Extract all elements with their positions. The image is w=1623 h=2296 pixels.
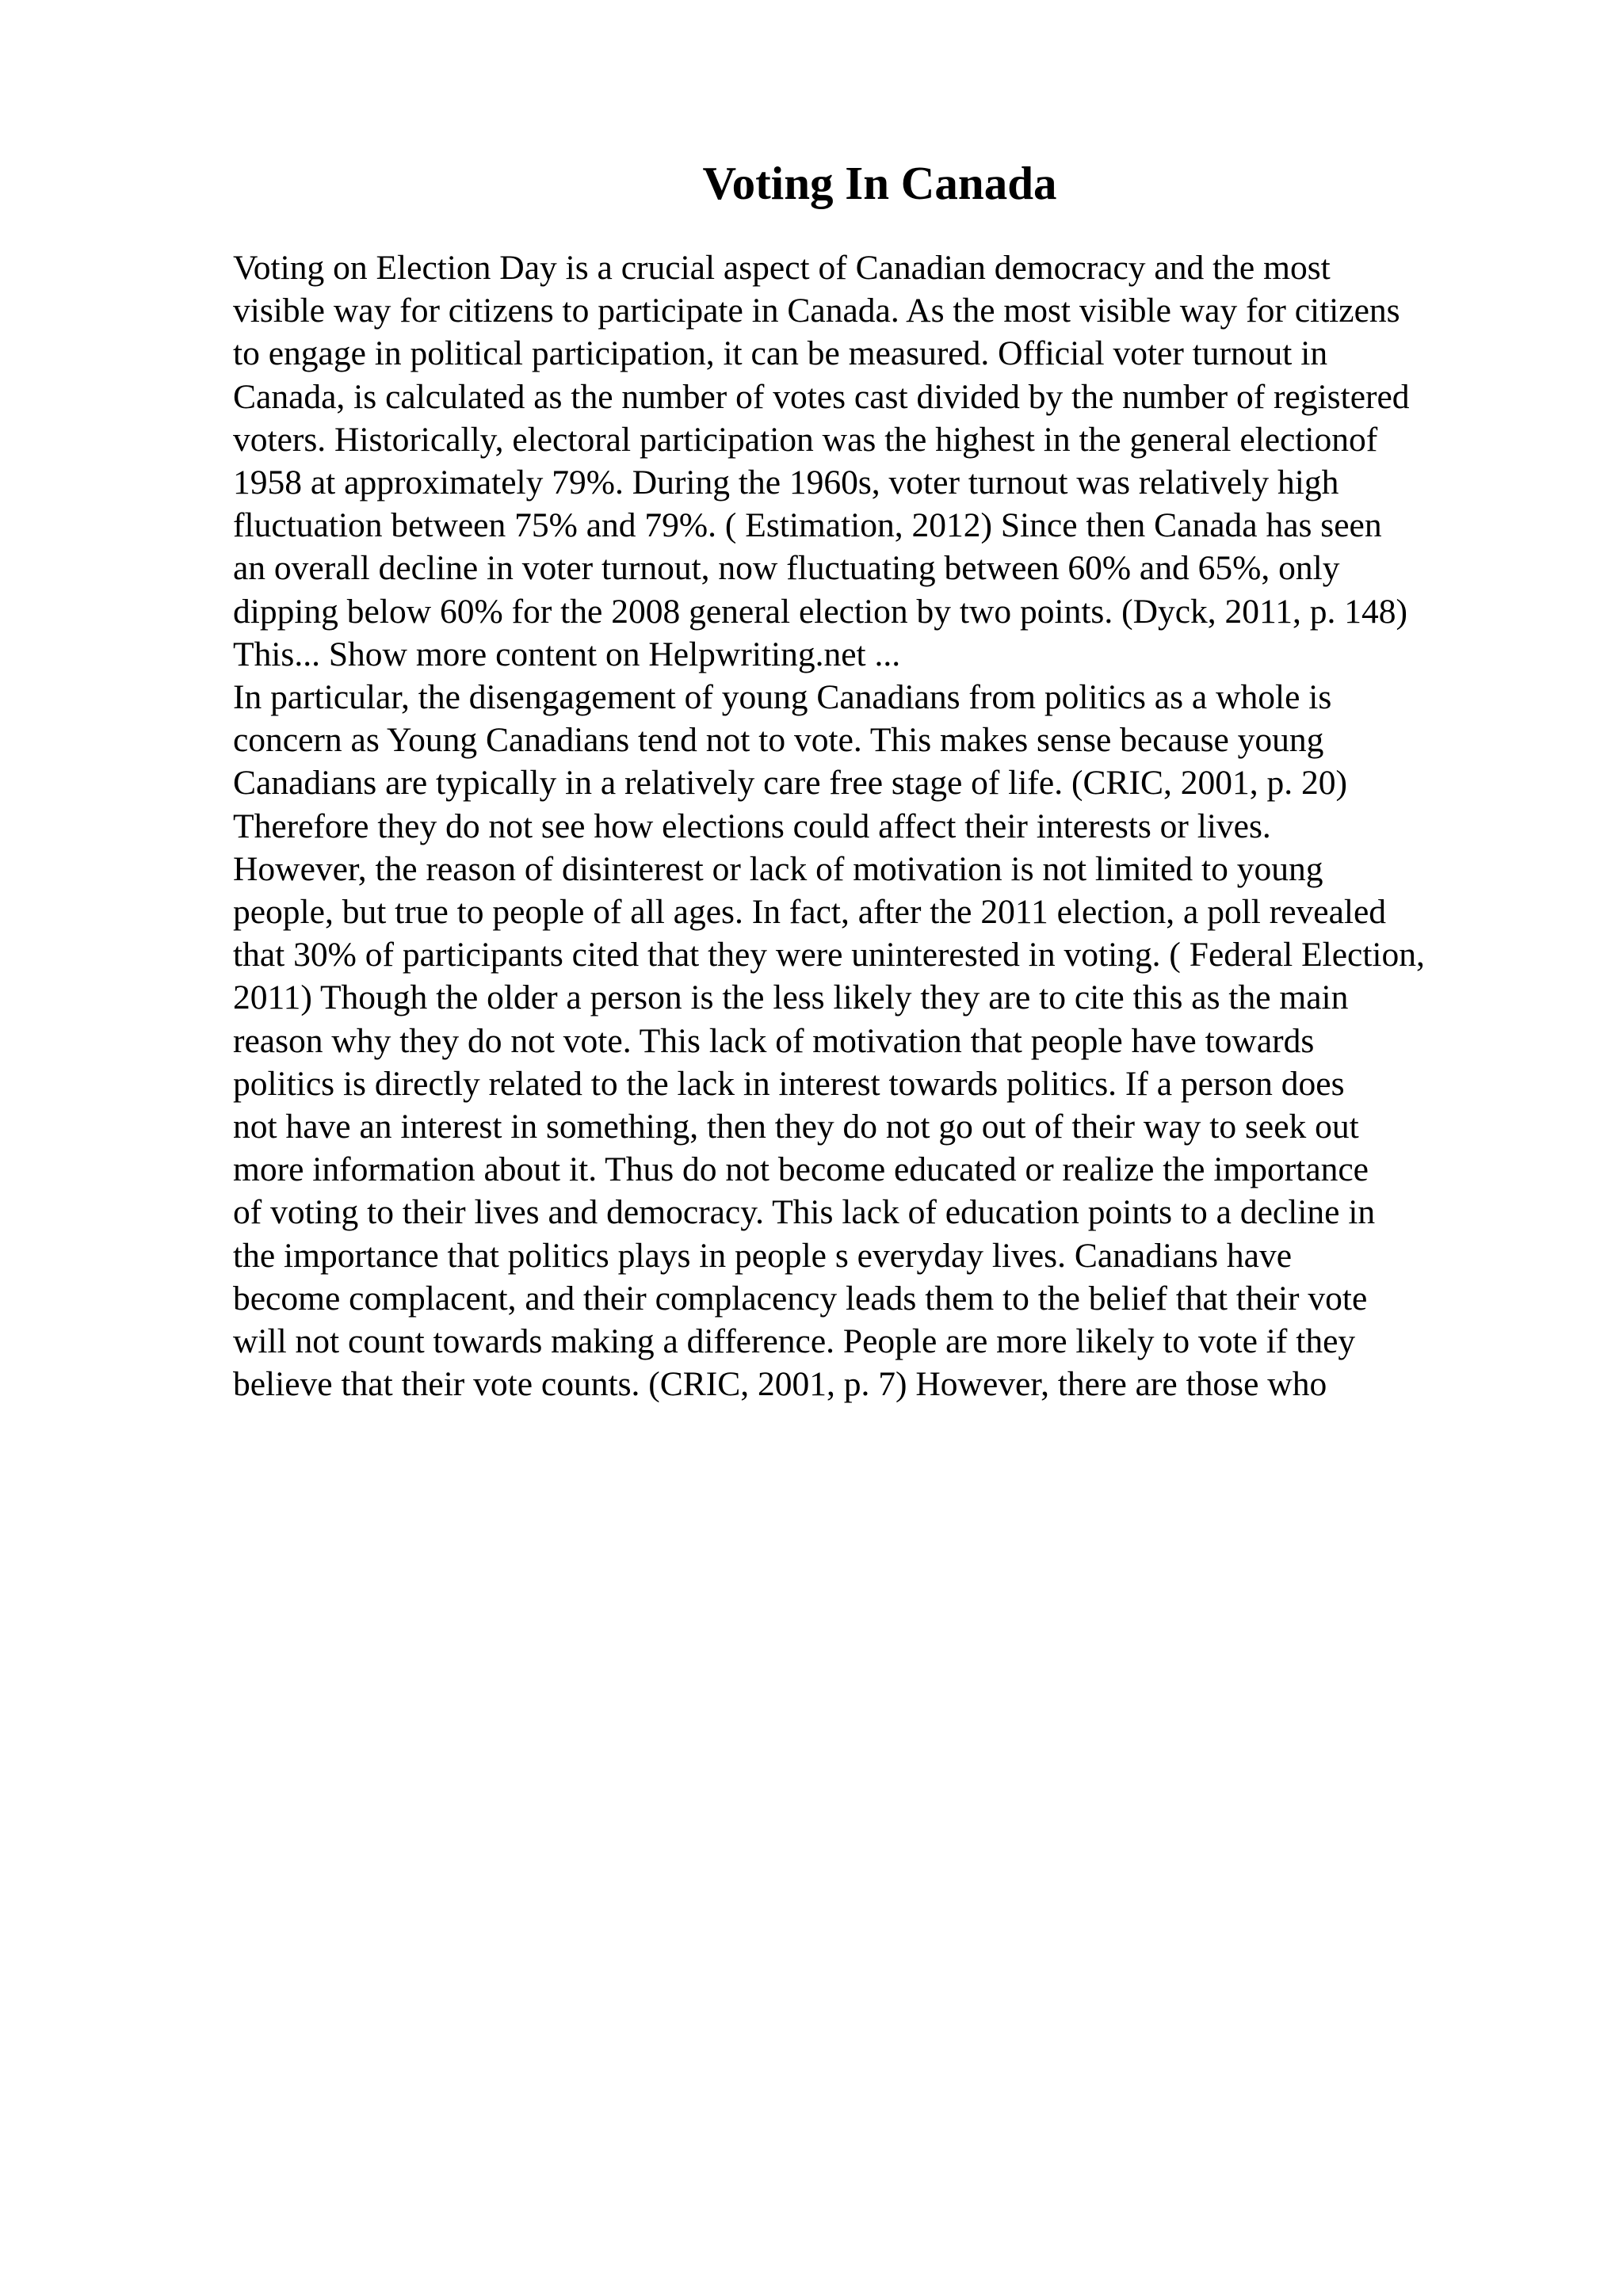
show-more-line: This... Show more content on Helpwriting.net ... — [233, 635, 901, 673]
body-line: the importance that politics plays in people s everyday lives. Canadians have — [233, 1236, 1293, 1275]
body-line: voters. Historically, electoral participation was the highest in the general electionof — [233, 420, 1378, 459]
body-line: 2011) Though the older a person is the less likely they are to cite this as the main — [233, 978, 1349, 1017]
body-line: Therefore they do not see how elections could affect their interests or lives. — [233, 807, 1271, 845]
body-line: to engage in political participation, it can be measured. Official voter turnout in — [233, 334, 1328, 373]
body-line: reason why they do not vote. This lack of motivation that people have towards — [233, 1021, 1315, 1060]
body-line: believe that their vote counts. (CRIC, 2001, p. 7) However, there are those who — [233, 1365, 1327, 1404]
body-line: In particular, the disengagement of young Canadians from politics as a whole is — [233, 678, 1332, 717]
body-line: Voting on Election Day is a crucial aspect of Canadian democracy and the most — [233, 249, 1331, 287]
body-line: Canada, is calculated as the number of votes cast divided by the number of registered — [233, 377, 1410, 416]
body-line: not have an interest in something, then they do not go out of their way to seek out — [233, 1108, 1359, 1146]
body-line: Canadians are typically in a relatively care free stage of life. (CRIC, 2001, p. 20) — [233, 764, 1347, 803]
body-line: 1958 at approximately 79%. During the 1960s, voter turnout was relatively high — [233, 463, 1339, 502]
document-title: Voting In Canada — [702, 157, 1057, 209]
body-line: politics is directly related to the lack in interest towards politics. If a person does — [233, 1064, 1345, 1103]
document-body — [233, 246, 1541, 1405]
body-line: become complacent, and their complacency leads them to the belief that their vote — [233, 1279, 1368, 1318]
body-line: an overall decline in voter turnout, now fluctuating between 60% and 65%, only — [233, 549, 1340, 588]
body-line: of voting to their lives and democracy. This lack of education points to a decline in — [233, 1193, 1376, 1232]
body-line: that 30% of participants cited that they were uninterested in voting. ( Federal Election, — [233, 936, 1425, 974]
body-line: more information about it. Thus do not become educated or realize the importance — [233, 1150, 1369, 1189]
body-line: However, the reason of disinterest or lack of motivation is not limited to young — [233, 849, 1323, 888]
body-line: will not count towards making a difference. People are more likely to vote if they — [233, 1322, 1356, 1361]
body-line: fluctuation between 75% and 79%. ( Estimation, 2012) Since then Canada has seen — [233, 506, 1382, 545]
body-line: dipping below 60% for the 2008 general election by two points. (Dyck, 2011, p. 148) — [233, 592, 1407, 631]
body-line: people, but true to people of all ages. In fact, after the 2011 election, a poll revealed — [233, 893, 1387, 932]
body-line: concern as Young Canadians tend not to vote. This makes sense because young — [233, 721, 1324, 760]
body-line: visible way for citizens to participate in Canada. As the most visible way for citizens — [233, 292, 1400, 330]
